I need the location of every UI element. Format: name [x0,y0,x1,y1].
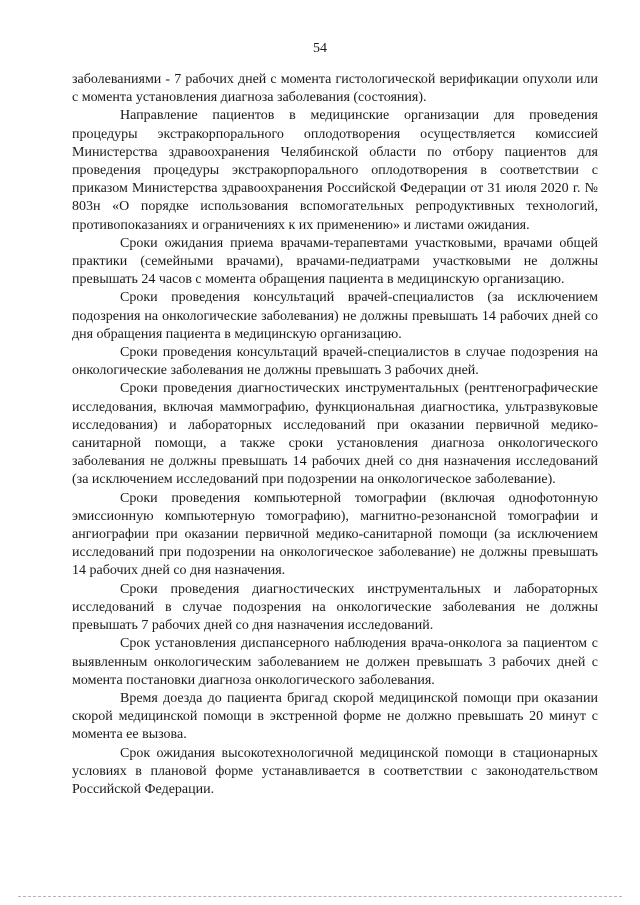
paragraph-ambulance-time: Время доезда до пациента бригад скорой медицинской помощи при оказании скорой медицинской помощи в экстренной форме не должно превышать 20 минут с момента ее вызова. [72,690,598,743]
paragraph-oncologist-followup: Срок установления диспансерного наблюдения врача-онколога за пациентом с выявленным онкологическим заболеванием не должен превышать 3 рабочих дней с момента постановки диагноза онкологического заболевания. [72,636,598,688]
paragraph-high-tech-care: Срок ожидания высокотехнологичной медицинской помощи в стационарных условиях в плановой форме устанавливается в соответствии с законодательством Российской Федерации. [72,745,598,797]
page-number: 54 [313,41,327,56]
document-body [72,71,598,799]
paragraph-ivf-referral: Направление пациентов в медицинские организации для проведения процедуры экстракорпорального оплодотворения осуществляется комиссией Министерства здравоохранения Челябинской области по отбору пациентов для проведения процедуры экстракорпорального оплодотворения в соответствии с приказом Министерства здравоохранения Российской Федерации от 31 июля 2020 г. № 803н «О порядке использования вспомогательных репродуктивных технологий, противопоказаниях и ограничениях к их применению» и листами ожидания. [72,108,598,233]
paragraph-ct-mri: Сроки проведения компьютерной томографии (включая однофотонную эмиссионную компьютерную томографию), магнитно-резонансной томографии и ангиографии при оказании первичной медико-санитарной помощи (за исключением исследований при подозрении на онкологическое заболевание) не должны превышать 14 рабочих дней со дня назначения. [72,490,598,579]
paragraph-specialist-consult: Сроки проведения консультаций врачей-специалистов (за исключением подозрения на онкологические заболевания) не должны превышать 14 рабочих дней со дня обращения пациента в медицинскую организацию. [72,290,598,342]
paragraph-oncology-diagnostics: Сроки проведения диагностических инструментальных и лабораторных исследований в случае подозрения на онкологические заболевания не должны превышать 7 рабочих дней со дня назначения исследований. [72,581,598,634]
paragraph-therapist-wait: Сроки ожидания приема врачами-терапевтами участковыми, врачами общей практики (семейными врачами), врачами-педиатрами участковыми не должны превышать 24 часов с момента обращения пациента в медицинскую организацию. [72,235,598,288]
paragraph-continuation: заболеваниями - 7 рабочих дней с момента гистологической верификации опухоли или с момента установления диагноза заболевания (состояния). [72,72,598,106]
paragraph-specialist-oncology: Сроки проведения консультаций врачей-специалистов в случае подозрения на онкологические заболевания не должны превышать 3 рабочих дней. [72,345,598,379]
paragraph-diagnostic-tests: Сроки проведения диагностических инструментальных (рентгенографические исследования, включая маммографию, функциональная диагностика, ультразвуковые исследования) и лабораторных исследований при оказании первичной медико-санитарной помощи, а также сроки установления диагноза онкологического заболевания не должны превышать 14 рабочих дней со дня назначения исследований (за исключением исследований при подозрении на онкологическое заболевание). [72,381,598,488]
scan-bottom-edge [18,896,622,897]
